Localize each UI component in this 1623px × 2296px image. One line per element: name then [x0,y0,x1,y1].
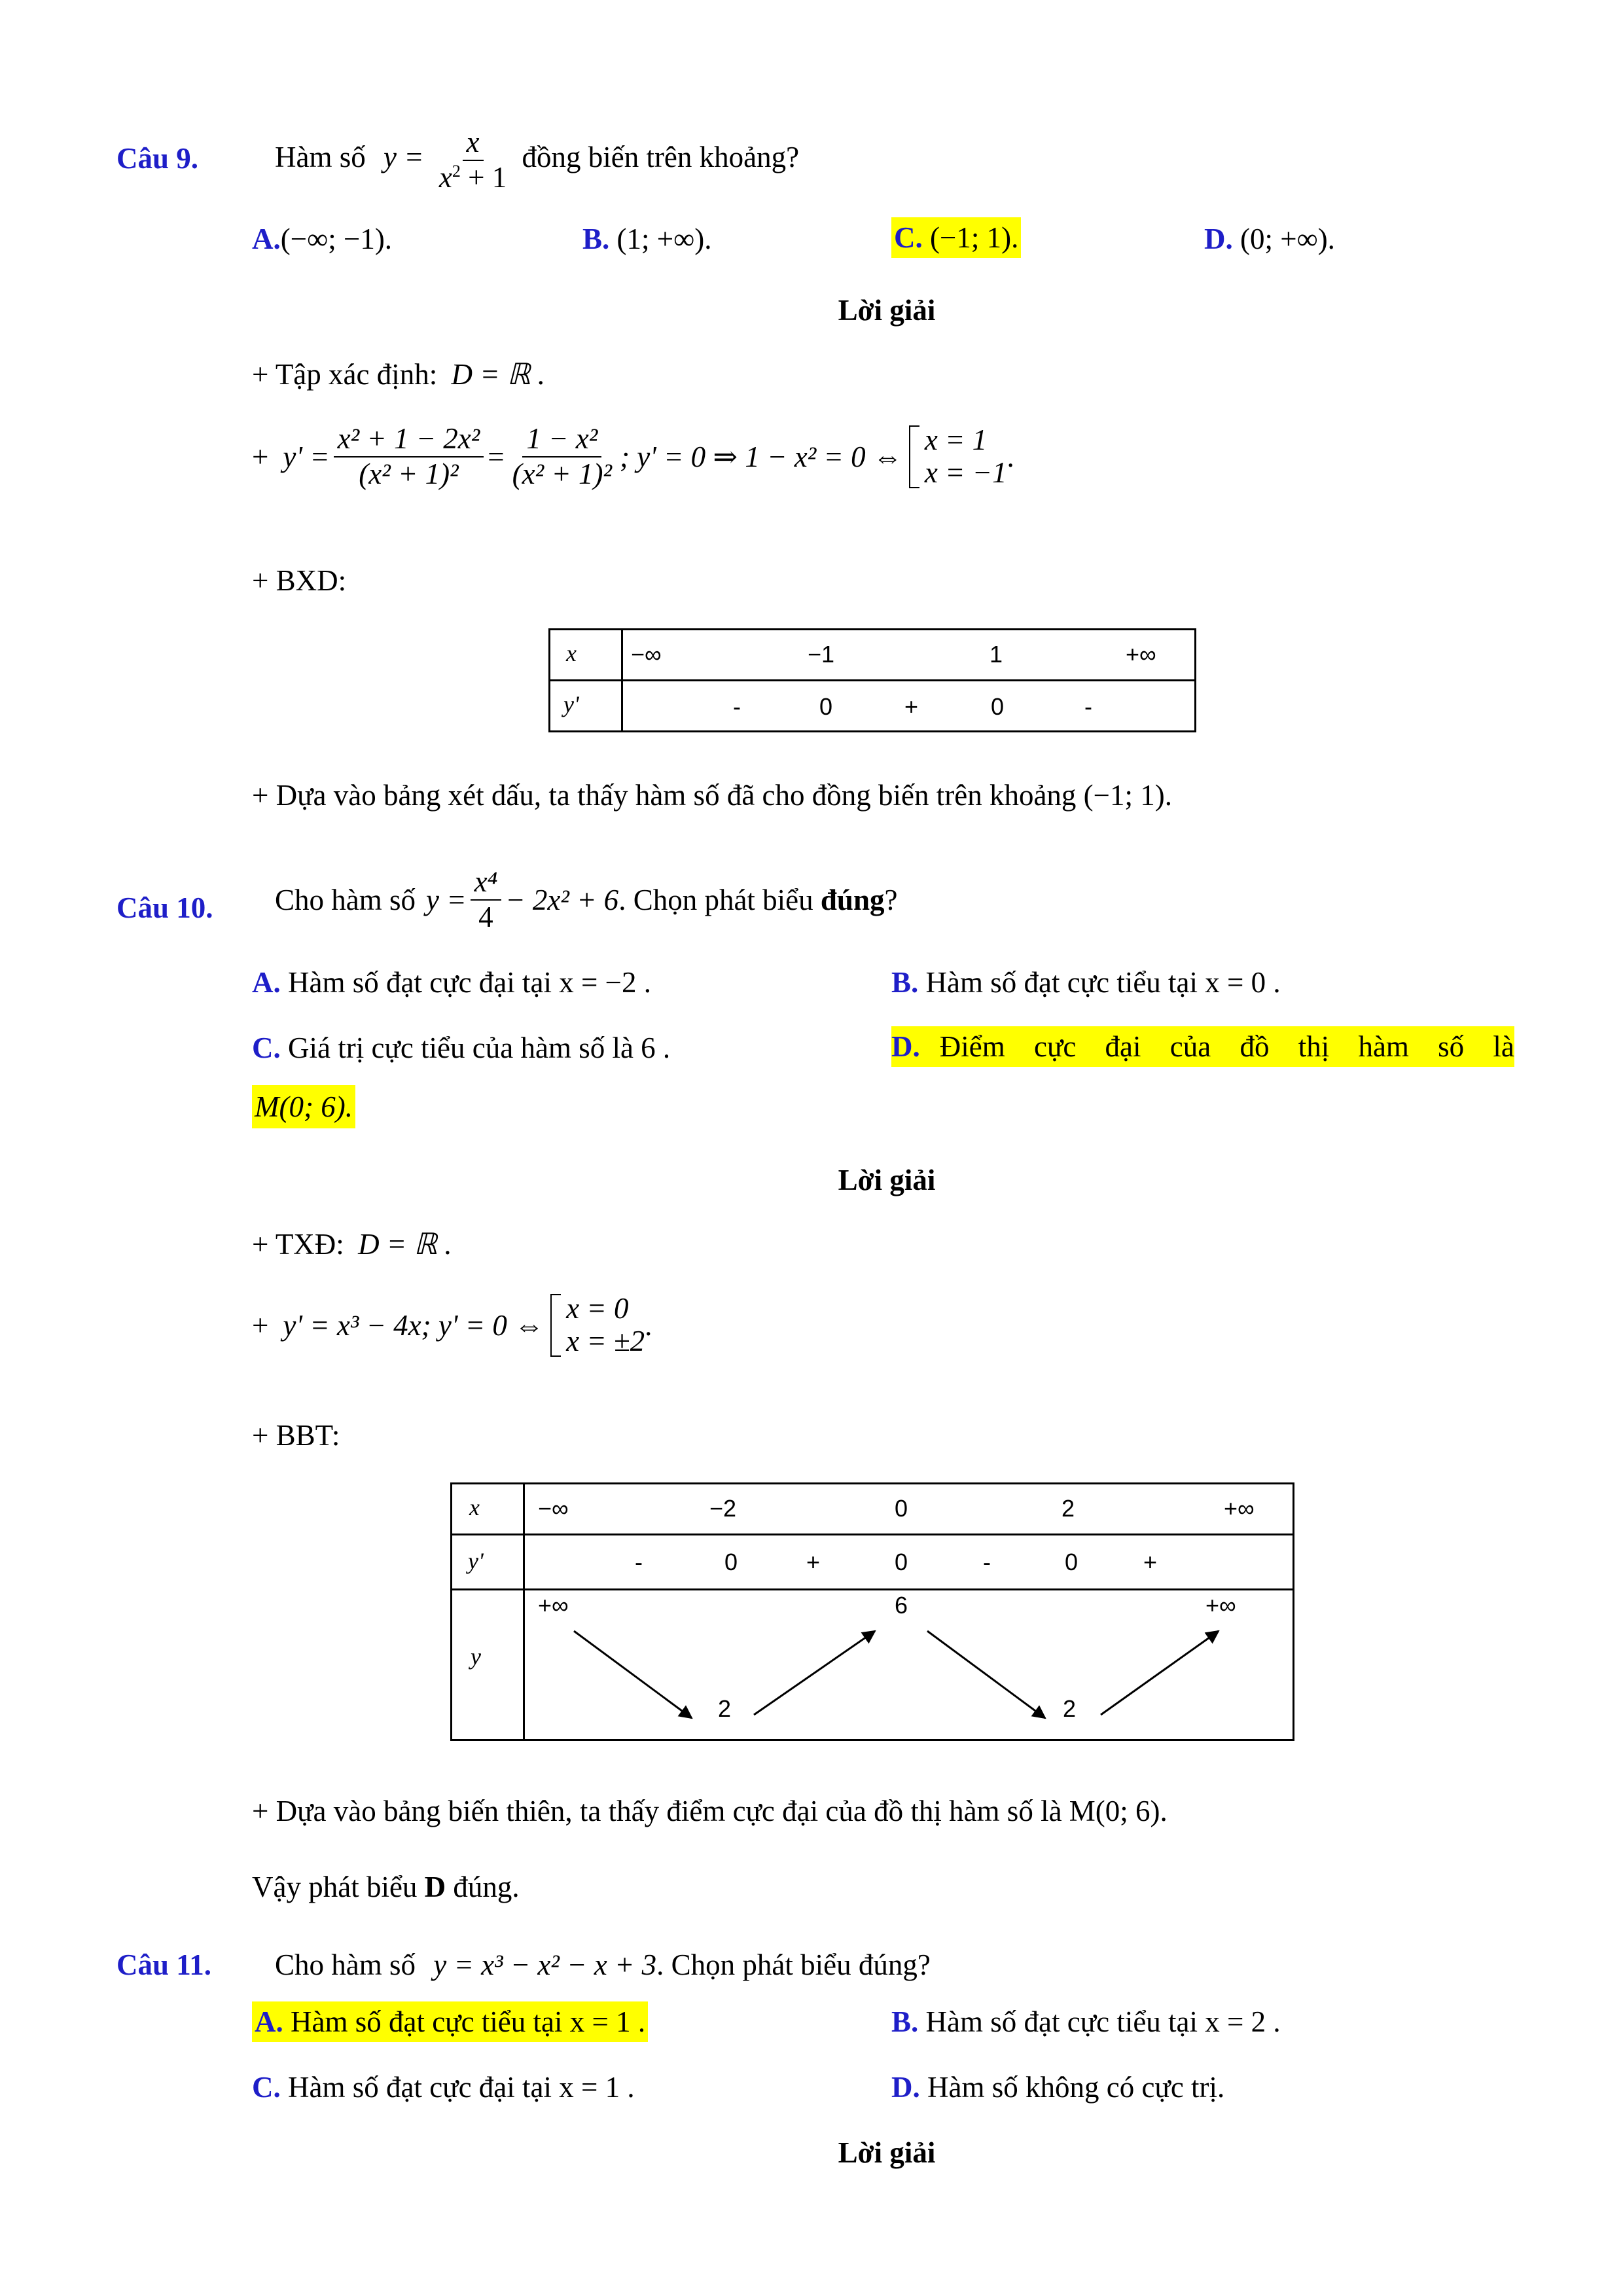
q10-option-b-key: B. [891,966,919,999]
q9-bxd-label: + BXD: [252,564,347,597]
q9-sign-5: - [1084,693,1092,720]
q10-frac-num: x⁴ [471,865,502,901]
q10-option-d-word: hàm [1358,1030,1409,1063]
q9-option-c-key: C. [894,221,923,254]
q9-stem [275,126,799,195]
q10-option-d-key: D. [891,1030,920,1063]
q10-deriv-end: . [645,1308,652,1342]
q10-option-a-key: A. [252,966,281,999]
q9-table-x-header: x [550,630,622,681]
q10-expr-rest: − 2x² + 6 [505,883,619,916]
q11-option-b[interactable] [891,2004,1281,2039]
q10-fraction [471,865,502,935]
q11-label: Câu 11. [116,1948,212,1981]
q9-label: Câu 9. [116,142,199,175]
q10-root-2: x = ±2 [566,1324,645,1357]
q10-table-x-header: x [452,1484,524,1535]
q10-final-pre: Vậy phát biểu [252,1871,418,1903]
q10-arrows [525,1590,1297,1741]
q9-fraction [435,126,510,195]
q9-deriv-frac1 [334,422,484,492]
q10-sign-3: + [806,1549,821,1575]
q9-option-c-value: (−1; 1). [930,221,1019,254]
q10-arrow-up-1 [754,1631,875,1715]
q10-table-yp-header: y' [452,1535,524,1590]
q9-x-neg-inf: −∞ [631,641,662,668]
q9-deriv-eq: = [488,440,505,473]
q9-deriv-end: . [1007,440,1014,473]
q10-final-bold: D [424,1871,446,1903]
q9-domain-expr: D = ℝ . [451,358,545,391]
q10-option-d-word: đồ [1240,1030,1270,1063]
q11-option-a-value: Hàm số đạt cực tiểu tại x = 1 . [291,2005,646,2038]
q11-option-d-key: D. [891,2071,920,2104]
q9-table-x-row [622,630,1196,681]
q10-derivative [252,1293,652,1357]
q9-option-b-value: (1; +∞). [616,223,712,255]
q11-option-d[interactable] [891,2070,1224,2105]
q11-option-c[interactable] [252,2070,635,2105]
q9-sign-2: 0 [819,693,833,720]
q10-frac-den: 4 [478,900,493,933]
q10-final-post: đúng. [453,1871,520,1903]
q11-option-a[interactable] [252,2001,648,2042]
q10-table-y-header: y [452,1590,524,1740]
q10-domain-label: + TXĐ: [252,1228,344,1261]
q9-option-b[interactable] [582,221,711,257]
q10-x-neg-2: −2 [709,1495,737,1522]
q10-text-before: Cho hàm số [275,883,416,916]
q10-option-d-word: số [1438,1030,1465,1063]
q10-arrow-down-2 [927,1631,1045,1718]
q9-frac-den-rest: + 1 [468,160,507,194]
q9-sign-1: - [733,693,741,720]
q10-stem [275,865,897,935]
q11-solution-title: Lời giải [838,2136,936,2169]
q10-deriv-expr: y' = x³ − 4x; y' = 0 ⇔ [283,1308,544,1342]
q9-sign-3: + [904,693,919,720]
q9-frac-den-exp: 2 [452,161,461,181]
q9-deriv-lhs: y' = [283,440,330,473]
q10-y-min-2: 2 [1063,1695,1077,1722]
q9-root-1: x = 1 [924,423,988,457]
q10-domain-expr: D = ℝ . [358,1228,452,1261]
q10-domain [252,1227,452,1262]
q10-text-bold: đúng [820,883,885,916]
q10-final [252,1869,520,1905]
q10-text-end: ? [884,883,898,916]
q9-y-eq: y = [383,141,424,174]
q11-stem [275,1947,931,1982]
q10-label: Câu 10. [116,891,213,924]
q9-option-b-key: B. [582,223,610,255]
q9-frac-den-base: x [438,160,452,194]
q9-text-after: đồng biến trên khoảng? [522,141,800,174]
q10-x-neg-inf: −∞ [538,1495,569,1522]
q11-text-after: . Chọn phát biểu đúng? [656,1948,931,1981]
q10-option-d-value [940,1029,1514,1064]
q9-frac-num: x [463,126,484,161]
q9-sign-table [548,628,1196,732]
q10-y-max: 6 [895,1592,908,1619]
q9-deriv-den2: (x² + 1)² [512,457,612,490]
q9-option-a-key: A. [252,223,281,255]
q11-expr: y = x³ − x² − x + 3 [433,1948,657,1981]
q9-deriv-tail: ; y' = 0 ⇒ 1 − x² = 0 ⇔ [619,440,902,473]
q10-deriv-prefix: + [252,1308,269,1342]
q10-bbt-label: + BBT: [252,1419,340,1452]
q9-option-d[interactable] [1204,221,1335,257]
q10-table-x-row [524,1484,1294,1535]
q11-option-b-key: B. [891,2005,919,2038]
q10-option-d-continued: M(0; 6). [252,1085,355,1128]
q11-option-a-key: A. [255,2005,283,2038]
q10-root-1: x = 0 [566,1292,629,1325]
q10-sign-5: - [983,1549,991,1575]
q9-sign-4: 0 [991,693,1005,720]
q9-option-c[interactable] [891,217,1021,258]
q9-solution-title: Lời giải [838,294,936,327]
q10-option-c[interactable] [252,1030,670,1066]
q9-domain [252,357,545,392]
q10-x-0: 0 [895,1495,908,1522]
q10-text-after: . Chọn phát biểu [618,883,813,916]
q10-option-d[interactable] [891,1026,1514,1067]
q9-deriv-prefix: + [252,440,269,473]
q10-table-y-row [524,1590,1294,1740]
q10-x-pos-inf: +∞ [1224,1495,1255,1522]
q10-sign-7: + [1143,1549,1158,1575]
q9-option-d-value: (0; +∞). [1240,223,1335,255]
q9-conclusion: + Dựa vào bảng xét dấu, ta thấy hàm số đã cho đồng biến trên khoảng (−1; 1). [252,779,1173,812]
q10-option-d-word: của [1169,1030,1211,1063]
q10-option-a[interactable] [252,965,651,1000]
q9-domain-label: + Tập xác định: [252,358,438,391]
q10-option-d-word: thị [1298,1030,1330,1063]
q10-sign-2: 0 [724,1549,738,1575]
q10-option-b[interactable] [891,965,1281,1000]
q10-option-a-value: Hàm số đạt cực đại tại x = −2 . [288,966,652,999]
q10-sign-4: 0 [895,1549,908,1575]
q10-option-d-word: cực [1033,1030,1077,1063]
q11-option-d-value: Hàm số không có cực trị. [927,2071,1225,2104]
q10-sign-1: - [635,1549,643,1575]
q9-table-yp-header: y' [550,681,622,732]
q10-sign-6: 0 [1065,1549,1079,1575]
q9-text-before: Hàm số [275,141,366,174]
q10-option-c-value: Giá trị cực tiểu của hàm số là 6 . [288,1031,671,1064]
q11-option-b-value: Hàm số đạt cực tiểu tại x = 2 . [925,2005,1281,2038]
q9-deriv-num1: x² + 1 − 2x² [334,422,484,457]
q10-arrow-up-2 [1101,1631,1219,1715]
q9-option-a[interactable] [252,221,392,257]
q10-solution-title: Lời giải [838,1164,936,1196]
q10-option-c-key: C. [252,1031,281,1064]
q9-option-d-key: D. [1204,223,1233,255]
q9-derivative [252,422,1014,492]
q10-y-end: +∞ [1205,1592,1236,1619]
q10-conclusion: + Dựa vào bảng biến thiên, ta thấy điểm cực đại của đồ thị hàm số là M(0; 6). [252,1795,1168,1827]
q9-x-pos-inf: +∞ [1126,641,1156,668]
q9-deriv-frac2 [508,422,616,492]
q9-table-sign-row [622,681,1196,732]
q9-deriv-num2: 1 − x² [522,422,601,457]
q11-option-c-key: C. [252,2071,281,2104]
q11-text-before: Cho hàm số [275,1948,416,1981]
q10-deriv-roots [550,1293,645,1357]
q10-option-d-word: Điểm [939,1030,1005,1063]
q11-option-c-value: Hàm số đạt cực đại tại x = 1 . [288,2071,635,2104]
q9-root-2: x = −1 [924,456,1007,489]
q10-table-sign-row [524,1535,1294,1590]
q9-option-a-value: (−∞; −1). [280,223,393,255]
q10-x-2: 2 [1061,1495,1075,1522]
q10-y-start: +∞ [538,1592,569,1619]
q9-deriv-roots [909,424,1007,489]
q10-y-min-1: 2 [718,1695,732,1722]
q10-option-b-value: Hàm số đạt cực tiểu tại x = 0 . [925,966,1281,999]
q10-arrow-down-1 [574,1631,692,1718]
q10-option-d-word: đại [1105,1030,1141,1063]
q9-x-1: 1 [990,641,1003,668]
q9-deriv-den1: (x² + 1)² [359,457,459,490]
q10-option-d-word: là [1493,1030,1514,1063]
q9-x-neg-1: −1 [808,641,835,668]
q10-variation-table [450,1482,1294,1741]
q10-y-eq: y = [426,883,467,916]
